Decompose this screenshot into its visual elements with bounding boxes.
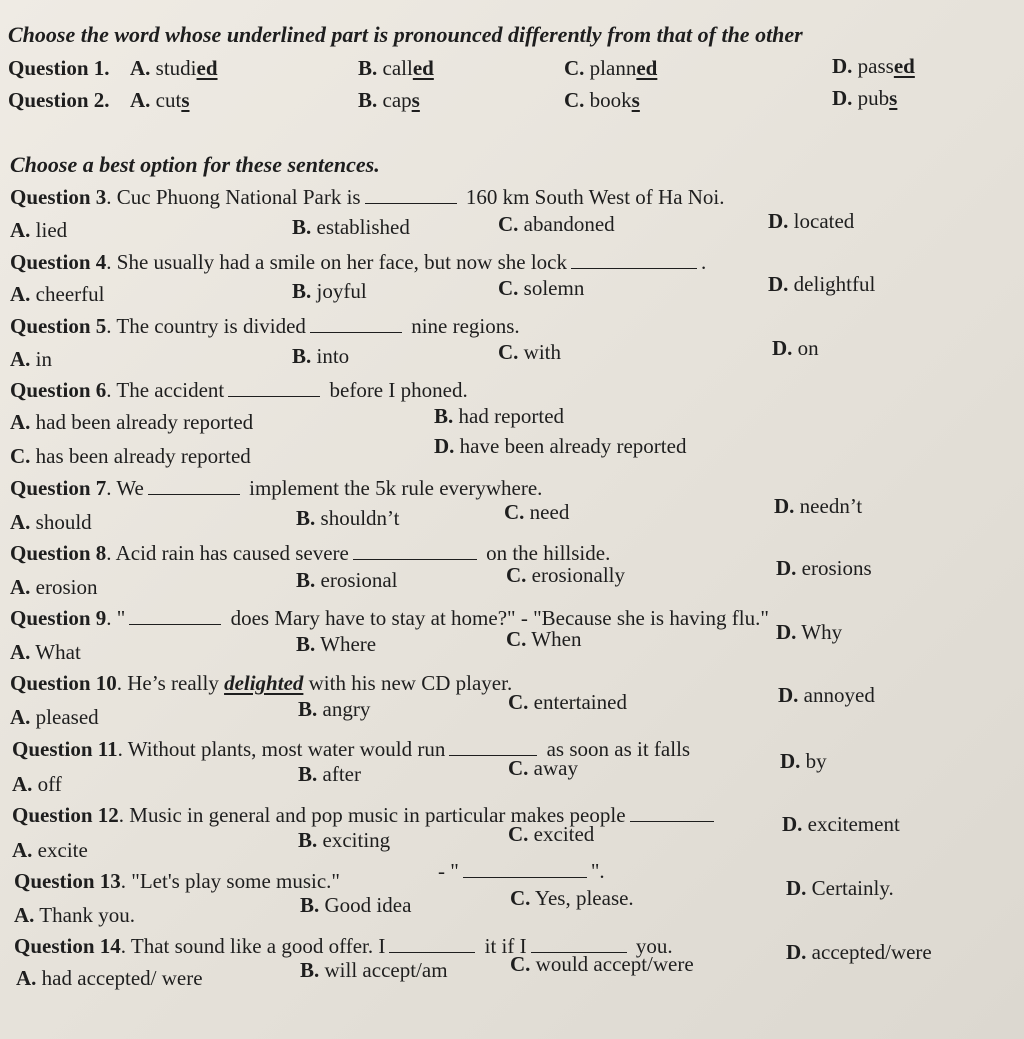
q4-option-b[interactable]: B. joyful (292, 279, 367, 303)
q3-option-c[interactable]: C. abandoned (498, 212, 615, 236)
q7-option-d[interactable]: D. needn’t (774, 494, 863, 518)
q2-option-d[interactable]: D. pubs (832, 86, 898, 110)
q14-option-d[interactable]: D. accepted/were (786, 940, 932, 964)
q13-option-b[interactable]: B. Good idea (300, 893, 412, 917)
q8-option-b[interactable]: B. erosional (296, 568, 398, 592)
q10-stem: Question 10. He’s really delighted with his new CD player. (10, 671, 513, 695)
q9-option-d[interactable]: D. Why (776, 620, 843, 644)
q8-option-a[interactable]: A. erosion (10, 575, 98, 599)
q4-option-a[interactable]: A. cheerful (10, 282, 105, 306)
q7-option-c[interactable]: C. need (504, 500, 570, 524)
q12-option-b[interactable]: B. exciting (298, 828, 391, 852)
q4-option-d[interactable]: D. delightful (768, 272, 876, 296)
q5-option-c[interactable]: C. with (498, 340, 562, 364)
q2-option-b[interactable]: B. caps (358, 88, 420, 112)
q4-option-c[interactable]: C. solemn (498, 276, 585, 300)
q11-option-c[interactable]: C. away (508, 756, 578, 780)
q11-stem: Question 11. Without plants, most water would run as soon as it falls (12, 737, 691, 761)
q12-option-c[interactable]: C. excited (508, 822, 595, 846)
q8-option-c[interactable]: C. erosionally (506, 563, 625, 587)
q13-response: - " ". (438, 859, 605, 883)
q1-option-b[interactable]: B. called (358, 56, 434, 80)
q2-option-c[interactable]: C. books (564, 88, 640, 112)
section2-heading: Choose a best option for these sentences. (10, 152, 380, 177)
q1-option-a[interactable]: A. studied (130, 56, 218, 80)
q5-option-d[interactable]: D. on (772, 336, 819, 360)
q3-option-d[interactable]: D. located (768, 209, 855, 233)
section1-heading: Choose the word whose underlined part is pronounced differently from that of the other (8, 22, 803, 47)
q8-stem: Question 8. Acid rain has caused severe on the hillside. (10, 541, 611, 565)
q6-stem: Question 6. The accident before I phoned. (10, 378, 468, 402)
q9-option-a[interactable]: A. What (10, 640, 81, 664)
q7-option-b[interactable]: B. shouldn’t (296, 506, 400, 530)
q1-label: Question 1. (8, 56, 110, 80)
q13-option-a[interactable]: A. Thank you. (14, 903, 135, 927)
q11-option-d[interactable]: D. by (780, 749, 827, 773)
q13-stem: Question 13. "Let's play some music." (14, 869, 340, 893)
q1-option-c[interactable]: C. planned (564, 56, 658, 80)
q14-stem: Question 14. That sound like a good offer. I it if I you. (14, 934, 673, 958)
q6-option-c[interactable]: C. has been already reported (10, 444, 251, 468)
q13-option-d[interactable]: D. Certainly. (786, 876, 894, 900)
q14-option-b[interactable]: B. will accept/am (300, 958, 448, 982)
q12-option-a[interactable]: A. excite (12, 838, 88, 862)
q2-option-a[interactable]: A. cuts (130, 88, 190, 112)
q9-option-b[interactable]: B. Where (296, 632, 377, 656)
q7-option-a[interactable]: A. should (10, 510, 92, 534)
q5-option-b[interactable]: B. into (292, 344, 350, 368)
q8-option-d[interactable]: D. erosions (776, 556, 872, 580)
q12-option-d[interactable]: D. excitement (782, 812, 900, 836)
q3-option-b[interactable]: B. established (292, 215, 410, 239)
q10-option-d[interactable]: D. annoyed (778, 683, 875, 707)
q6-option-b[interactable]: B. had reported (434, 404, 565, 428)
q13-option-c[interactable]: C. Yes, please. (510, 886, 634, 910)
q12-stem: Question 12. Music in general and pop music in particular makes people (12, 803, 718, 828)
q9-option-c[interactable]: C. When (506, 627, 582, 651)
q7-stem: Question 7. We implement the 5k rule everywhere. (10, 476, 543, 500)
q10-option-b[interactable]: B. angry (298, 697, 371, 721)
q10-option-c[interactable]: C. entertained (508, 690, 627, 714)
q3-option-a[interactable]: A. lied (10, 218, 68, 242)
q5-stem: Question 5. The country is divided nine regions. (10, 314, 520, 338)
q14-option-c[interactable]: C. would accept/were (510, 952, 694, 976)
q10-emphasized-word: delighted (224, 671, 304, 695)
q9-stem: Question 9. " does Mary have to stay at home?" - "Because she is having flu." (10, 606, 769, 630)
q11-option-a[interactable]: A. off (12, 772, 62, 796)
q4-stem: Question 4. She usually had a smile on her face, but now she lock . (10, 250, 707, 274)
q14-option-a[interactable]: A. had accepted/ were (16, 966, 203, 990)
q3-stem: Question 3. Cuc Phuong National Park is 160 km South West of Ha Noi. (10, 185, 725, 209)
q6-option-a[interactable]: A. had been already reported (10, 410, 254, 434)
q10-option-a[interactable]: A. pleased (10, 705, 99, 729)
q1-option-d[interactable]: D. passed (832, 54, 915, 78)
q6-option-d[interactable]: D. have been already reported (434, 434, 687, 458)
q2-label: Question 2. (8, 88, 110, 112)
q5-option-a[interactable]: A. in (10, 347, 53, 371)
q11-option-b[interactable]: B. after (298, 762, 361, 786)
